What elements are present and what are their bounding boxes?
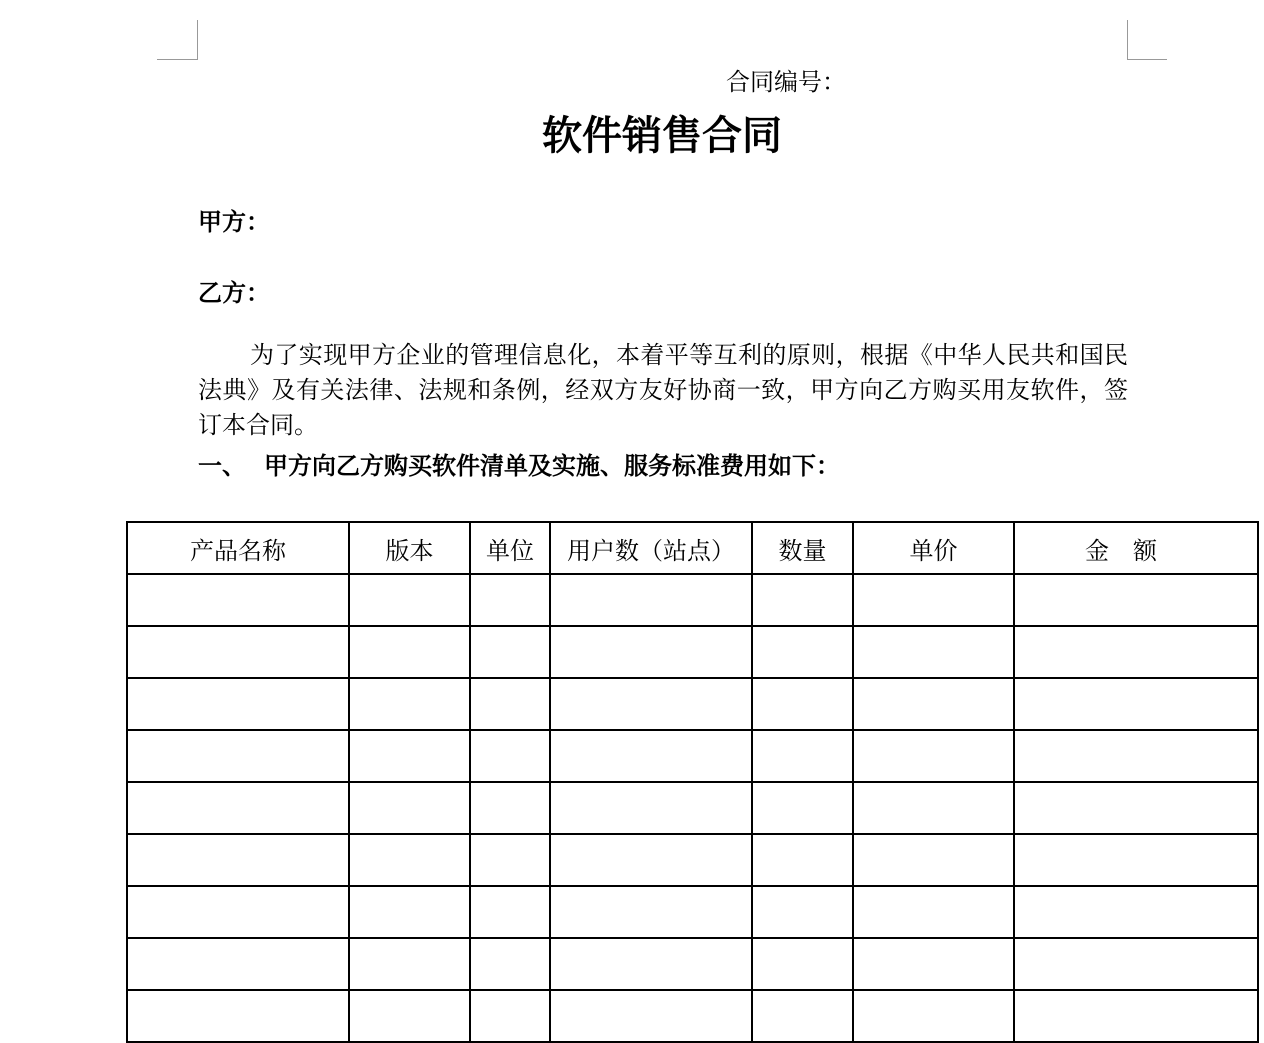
table-cell[interactable] bbox=[127, 990, 349, 1042]
intro-paragraph: 为了实现甲方企业的管理信息化，本着平等互利的原则，根据《中华人民共和国民法典》及有关法律、法规和条例，经双方友好协商一致，甲方向乙方购买用友软件，签订本合同。 bbox=[198, 341, 1128, 439]
table-cell[interactable] bbox=[853, 678, 1014, 730]
table-cell[interactable] bbox=[470, 886, 550, 938]
table-cell[interactable] bbox=[550, 886, 752, 938]
column-header-version: 版本 bbox=[349, 522, 470, 574]
table-cell[interactable] bbox=[853, 886, 1014, 938]
table-cell[interactable] bbox=[550, 834, 752, 886]
page-corner-mark-top-right bbox=[1127, 20, 1128, 60]
table-cell[interactable] bbox=[550, 626, 752, 678]
table-cell[interactable] bbox=[752, 834, 853, 886]
table-cell[interactable] bbox=[752, 938, 853, 990]
purchase-items-table bbox=[126, 521, 1259, 1043]
table-cell[interactable] bbox=[470, 834, 550, 886]
table-cell[interactable] bbox=[349, 782, 470, 834]
table-cell[interactable] bbox=[127, 574, 349, 626]
table-cell[interactable] bbox=[550, 938, 752, 990]
table-cell[interactable] bbox=[1014, 678, 1258, 730]
table-cell[interactable] bbox=[470, 782, 550, 834]
table-row bbox=[127, 626, 1258, 678]
table-cell[interactable] bbox=[853, 782, 1014, 834]
table-cell[interactable] bbox=[1014, 886, 1258, 938]
table-cell[interactable] bbox=[470, 678, 550, 730]
table-cell[interactable] bbox=[349, 990, 470, 1042]
table-cell[interactable] bbox=[752, 990, 853, 1042]
table-cell[interactable] bbox=[470, 990, 550, 1042]
table-cell[interactable] bbox=[1014, 626, 1258, 678]
table-cell[interactable] bbox=[550, 574, 752, 626]
table-row bbox=[127, 730, 1258, 782]
table-cell[interactable] bbox=[752, 678, 853, 730]
table-cell[interactable] bbox=[470, 626, 550, 678]
table-cell[interactable] bbox=[853, 626, 1014, 678]
table-cell[interactable] bbox=[550, 678, 752, 730]
table-cell[interactable] bbox=[550, 782, 752, 834]
table-cell[interactable] bbox=[349, 938, 470, 990]
table-cell[interactable] bbox=[853, 574, 1014, 626]
section-1-heading bbox=[198, 446, 840, 481]
table-cell[interactable] bbox=[470, 730, 550, 782]
page-corner-mark-top-left bbox=[197, 20, 198, 60]
column-header-user-count: 用户数（站点） bbox=[550, 522, 752, 574]
table-row bbox=[127, 574, 1258, 626]
table-cell[interactable] bbox=[127, 782, 349, 834]
column-header-quantity: 数量 bbox=[752, 522, 853, 574]
section-1-title: 甲方向乙方购买软件清单及实施、服务标准费用如下： bbox=[264, 452, 840, 480]
table-cell[interactable] bbox=[1014, 574, 1258, 626]
table-row bbox=[127, 886, 1258, 938]
table-cell[interactable] bbox=[127, 678, 349, 730]
table-cell[interactable] bbox=[853, 834, 1014, 886]
table-cell[interactable] bbox=[349, 574, 470, 626]
table-cell[interactable] bbox=[1014, 730, 1258, 782]
table-cell[interactable] bbox=[853, 990, 1014, 1042]
party-a-label: 甲方： bbox=[198, 208, 270, 236]
table-cell[interactable] bbox=[853, 730, 1014, 782]
column-header-unit-price: 单价 bbox=[853, 522, 1014, 574]
table-header-row bbox=[127, 522, 1258, 574]
table-cell[interactable] bbox=[349, 730, 470, 782]
table-row bbox=[127, 834, 1258, 886]
page-corner-mark-top-right bbox=[1127, 59, 1167, 60]
table-cell[interactable] bbox=[349, 678, 470, 730]
table-cell[interactable] bbox=[1014, 990, 1258, 1042]
table-cell[interactable] bbox=[127, 886, 349, 938]
table-cell[interactable] bbox=[127, 834, 349, 886]
section-1-number: 一、 bbox=[198, 452, 246, 480]
table-cell[interactable] bbox=[1014, 834, 1258, 886]
table-cell[interactable] bbox=[752, 886, 853, 938]
table-row bbox=[127, 938, 1258, 990]
table-cell[interactable] bbox=[752, 730, 853, 782]
document-title: 软件销售合同 bbox=[542, 113, 782, 159]
table-cell[interactable] bbox=[349, 886, 470, 938]
table-cell[interactable] bbox=[1014, 938, 1258, 990]
table-cell[interactable] bbox=[752, 782, 853, 834]
column-header-unit: 单位 bbox=[470, 522, 550, 574]
table-cell[interactable] bbox=[550, 730, 752, 782]
page-corner-mark-top-left bbox=[157, 59, 198, 60]
table-cell[interactable] bbox=[470, 938, 550, 990]
table-cell[interactable] bbox=[752, 626, 853, 678]
contract-number-label: 合同编号： bbox=[726, 68, 846, 96]
table-cell[interactable] bbox=[349, 834, 470, 886]
table-cell[interactable] bbox=[752, 574, 853, 626]
table-cell[interactable] bbox=[853, 938, 1014, 990]
table-cell[interactable] bbox=[550, 990, 752, 1042]
column-header-amount: 金 额 bbox=[1014, 522, 1258, 574]
table-cell[interactable] bbox=[470, 574, 550, 626]
table-cell[interactable] bbox=[127, 938, 349, 990]
table-row bbox=[127, 678, 1258, 730]
column-header-product-name: 产品名称 bbox=[127, 522, 349, 574]
table-cell[interactable] bbox=[349, 626, 470, 678]
table-cell[interactable] bbox=[127, 626, 349, 678]
table-row bbox=[127, 990, 1258, 1042]
table-cell[interactable] bbox=[1014, 782, 1258, 834]
table-cell[interactable] bbox=[127, 730, 349, 782]
party-b-label: 乙方： bbox=[198, 279, 270, 307]
table-row bbox=[127, 782, 1258, 834]
